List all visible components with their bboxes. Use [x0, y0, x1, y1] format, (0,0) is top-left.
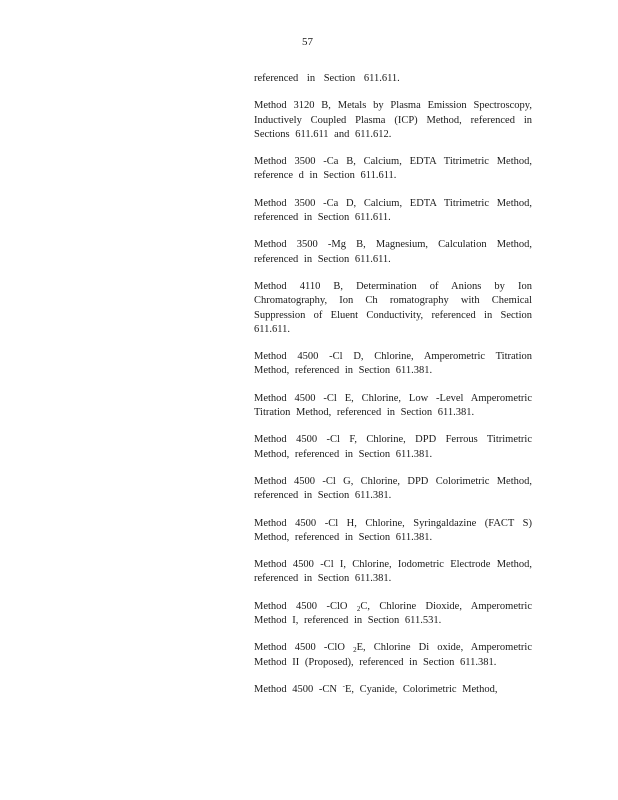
superscript: - — [342, 681, 345, 690]
entry-text-before: Method 4500 -CN — [254, 683, 343, 695]
reference-list — [254, 72, 532, 710]
reference-entry: Method 3500 -Mg B, Magnesium, Calculation Method, referenced in Section 611.611. — [254, 239, 532, 265]
reference-entry: Method 4500 -Cl F, Chlorine, DPD Ferrous Titrimetric Method, referenced in Section 611.381. — [254, 434, 532, 460]
entry-text-before: Method 4500 -ClO — [254, 600, 357, 612]
reference-entry: Method 3500 -Ca D, Calcium, EDTA Titrimetric Method, referenced in Section 611.611. — [254, 197, 532, 224]
reference-entry: Method 3120 B, Metals by Plasma Emission Spectroscopy, Inductively Coupled Plasma (ICP) Method, referenced in Sections 611.611 and 611.612. — [254, 100, 532, 140]
entry-text-before: Method 4500 -ClO — [254, 642, 354, 654]
reference-entry-cyanide-e — [254, 683, 532, 697]
reference-entry-chlorine-dioxide-e — [254, 641, 532, 670]
reference-entry-chlorine-dioxide-c — [254, 600, 532, 629]
reference-entry: Method 4500 -Cl D, Chlorine, Amperometric Titration Method, referenced in Section 611.381. — [254, 351, 532, 377]
entry-text-after: E, Cyanide, Colorimetric Method, — [344, 683, 498, 695]
entry-text-after: C, Chlorine Dioxide, Amperometric Method I, referenced in Section 611.531. — [254, 600, 532, 627]
reference-entry: Method 4500 -Cl H, Chlorine, Syringaldazine (FACT S) Method, referenced in Section 611.381. — [254, 517, 532, 543]
reference-entry: referenced in Section 611.611. — [254, 73, 400, 84]
subscript: 2 — [353, 646, 357, 655]
reference-entry: Method 4500 -Cl E, Chlorine, Low -Level Amperometric Titration Method, referenced in Section 611.381. — [254, 392, 532, 419]
entry-text-after: E, Chlorine Di oxide, Amperometric Method II (Proposed), referenced in Section 611.381. — [254, 642, 532, 668]
reference-entry: Method 4110 B, Determination of Anions by Ion Chromatography, Ion Ch romatography with Chemical Suppression of Eluent Conductivity, referenced in Section 611.611. — [254, 280, 532, 335]
reference-entry: Method 4500 -Cl G, Chlorine, DPD Colorimetric Method, referenced in Section 611.381. — [254, 475, 532, 502]
reference-entry: Method 3500 -Ca B, Calcium, EDTA Titrimetric Method, reference d in Section 611.611. — [254, 156, 532, 182]
reference-entry: Method 4500 -Cl I, Chlorine, Iodometric Electrode Method, referenced in Section 611.381. — [254, 559, 532, 585]
subscript: 2 — [356, 604, 361, 613]
page-number: 57 — [302, 36, 313, 48]
